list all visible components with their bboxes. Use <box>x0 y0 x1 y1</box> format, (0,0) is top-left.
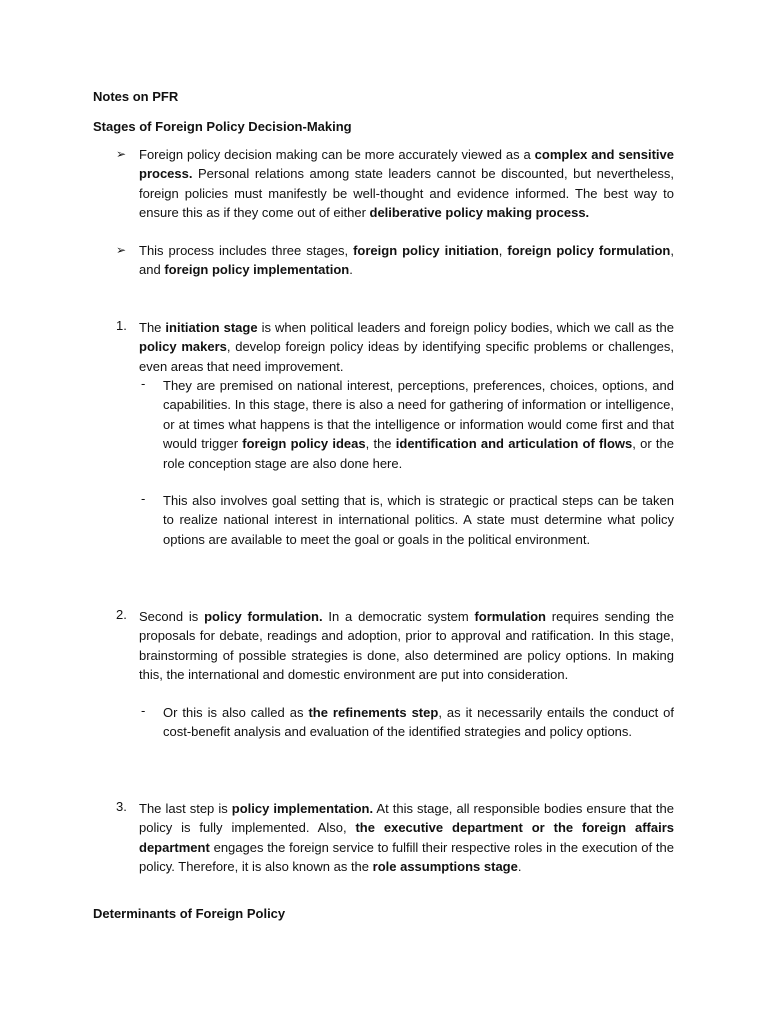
stage-formulation-text <box>139 607 674 685</box>
list-number: 3. <box>116 799 127 814</box>
dash-marker: - <box>141 703 146 718</box>
dash-marker: - <box>141 491 146 506</box>
bold-text-run: the executive department or the foreign affairs department <box>139 820 674 855</box>
text-run: , or the role conception stage are also done here. <box>163 436 674 471</box>
list-number: 1. <box>116 318 127 333</box>
arrow-bullet-icon: ➢ <box>116 147 127 161</box>
text-run: This also involves goal setting that is, which is strategic or practical steps can be taken to realize national interest in international politics. A state must determine what policy options are available to meet the goal or goals in the political environment. <box>163 493 674 547</box>
text-run: , <box>498 243 508 258</box>
text-run: . <box>349 262 353 278</box>
text-run: , and <box>139 243 675 278</box>
bold-text-run: policy formulation. <box>204 609 323 624</box>
stage-implementation-text <box>139 799 674 877</box>
text-run: At this stage, all responsible bodies ensure that the policy is fully implemented. Also, <box>139 801 674 836</box>
text-run: , the <box>365 436 396 452</box>
list-number: 2. <box>116 607 127 622</box>
text-run: Personal relations among state leaders cannot be discounted, but nevertheless, foreign policies must manifestly be well-thought and evidence informed. The best way to ensure this as if they come out of either <box>139 166 674 221</box>
dash-marker: - <box>141 376 146 391</box>
stage-formulation-sub-1 <box>163 703 674 742</box>
text-run: , develop foreign policy ideas by identifying specific problems or challenges, even areas that need improvement. <box>139 339 674 374</box>
bold-text-run: initiation stage <box>165 320 258 335</box>
bold-text-run: complex and sensitive process. <box>139 147 674 182</box>
stage-initiation-sub-1 <box>163 376 674 473</box>
bold-text-run: foreign policy implementation <box>164 262 350 278</box>
bold-text-run: foreign policy ideas <box>242 436 366 452</box>
section-heading-stages: Stages of Foreign Policy Decision-Making <box>93 119 352 134</box>
bold-text-run: foreign policy formulation <box>507 243 671 258</box>
bold-text-run: foreign policy initiation <box>353 243 499 258</box>
text-run: , as it necessarily entails the conduct of cost-benefit analysis and evaluation of the identified strategies and policy options. <box>163 705 674 740</box>
text-run: Or this is also called as <box>163 705 309 720</box>
arrow-bullet-icon: ➢ <box>116 243 127 257</box>
bold-text-run: identification and articulation of flows <box>395 436 633 452</box>
bold-text-run: deliberative policy making process. <box>369 205 590 221</box>
text-run: They are premised on national interest, perceptions, preferences, choices, options, and capabilities. In this stage, there is also a need for gathering of information or intelligence, or at times what happens is that the intelligence or information would come first and that would trigger <box>163 378 674 452</box>
bold-text-run: policy makers <box>139 339 227 355</box>
stage-initiation-text <box>139 318 674 376</box>
text-run: engages the foreign service to fulfill their respective roles in the execution of the policy. Therefore, it is also known as the <box>139 839 674 875</box>
text-run: is when political leaders and foreign policy bodies, which we call as the <box>257 320 674 335</box>
text-run: Second is <box>139 609 205 624</box>
section-heading-determinants: Determinants of Foreign Policy <box>93 906 286 921</box>
bullet-paragraph-1 <box>139 145 674 223</box>
text-run: This process includes three stages, <box>139 243 354 258</box>
text-run: The <box>139 320 166 335</box>
text-run: . <box>517 859 522 875</box>
bold-text-run: role assumptions stage <box>372 859 518 875</box>
text-run: The last step is <box>139 801 232 816</box>
text-run: Foreign policy decision making can be more accurately viewed as a <box>139 147 535 162</box>
bold-text-run: policy implementation. <box>231 801 374 816</box>
text-run: requires sending the proposals for debate, readings and adoption, prior to approval and ratification. In this stage, brainstorming of possible strategies is done, also determined are policy options. In making this, the international and domestic environment are put into consideration. <box>139 609 674 683</box>
bold-text-run: formulation <box>474 609 546 624</box>
bullet-paragraph-2 <box>139 241 674 280</box>
bold-text-run: the refinements step <box>308 705 439 720</box>
text-run: In a democratic system <box>322 609 475 624</box>
stage-initiation-sub-2 <box>163 491 674 549</box>
page-title: Notes on PFR <box>93 89 179 104</box>
